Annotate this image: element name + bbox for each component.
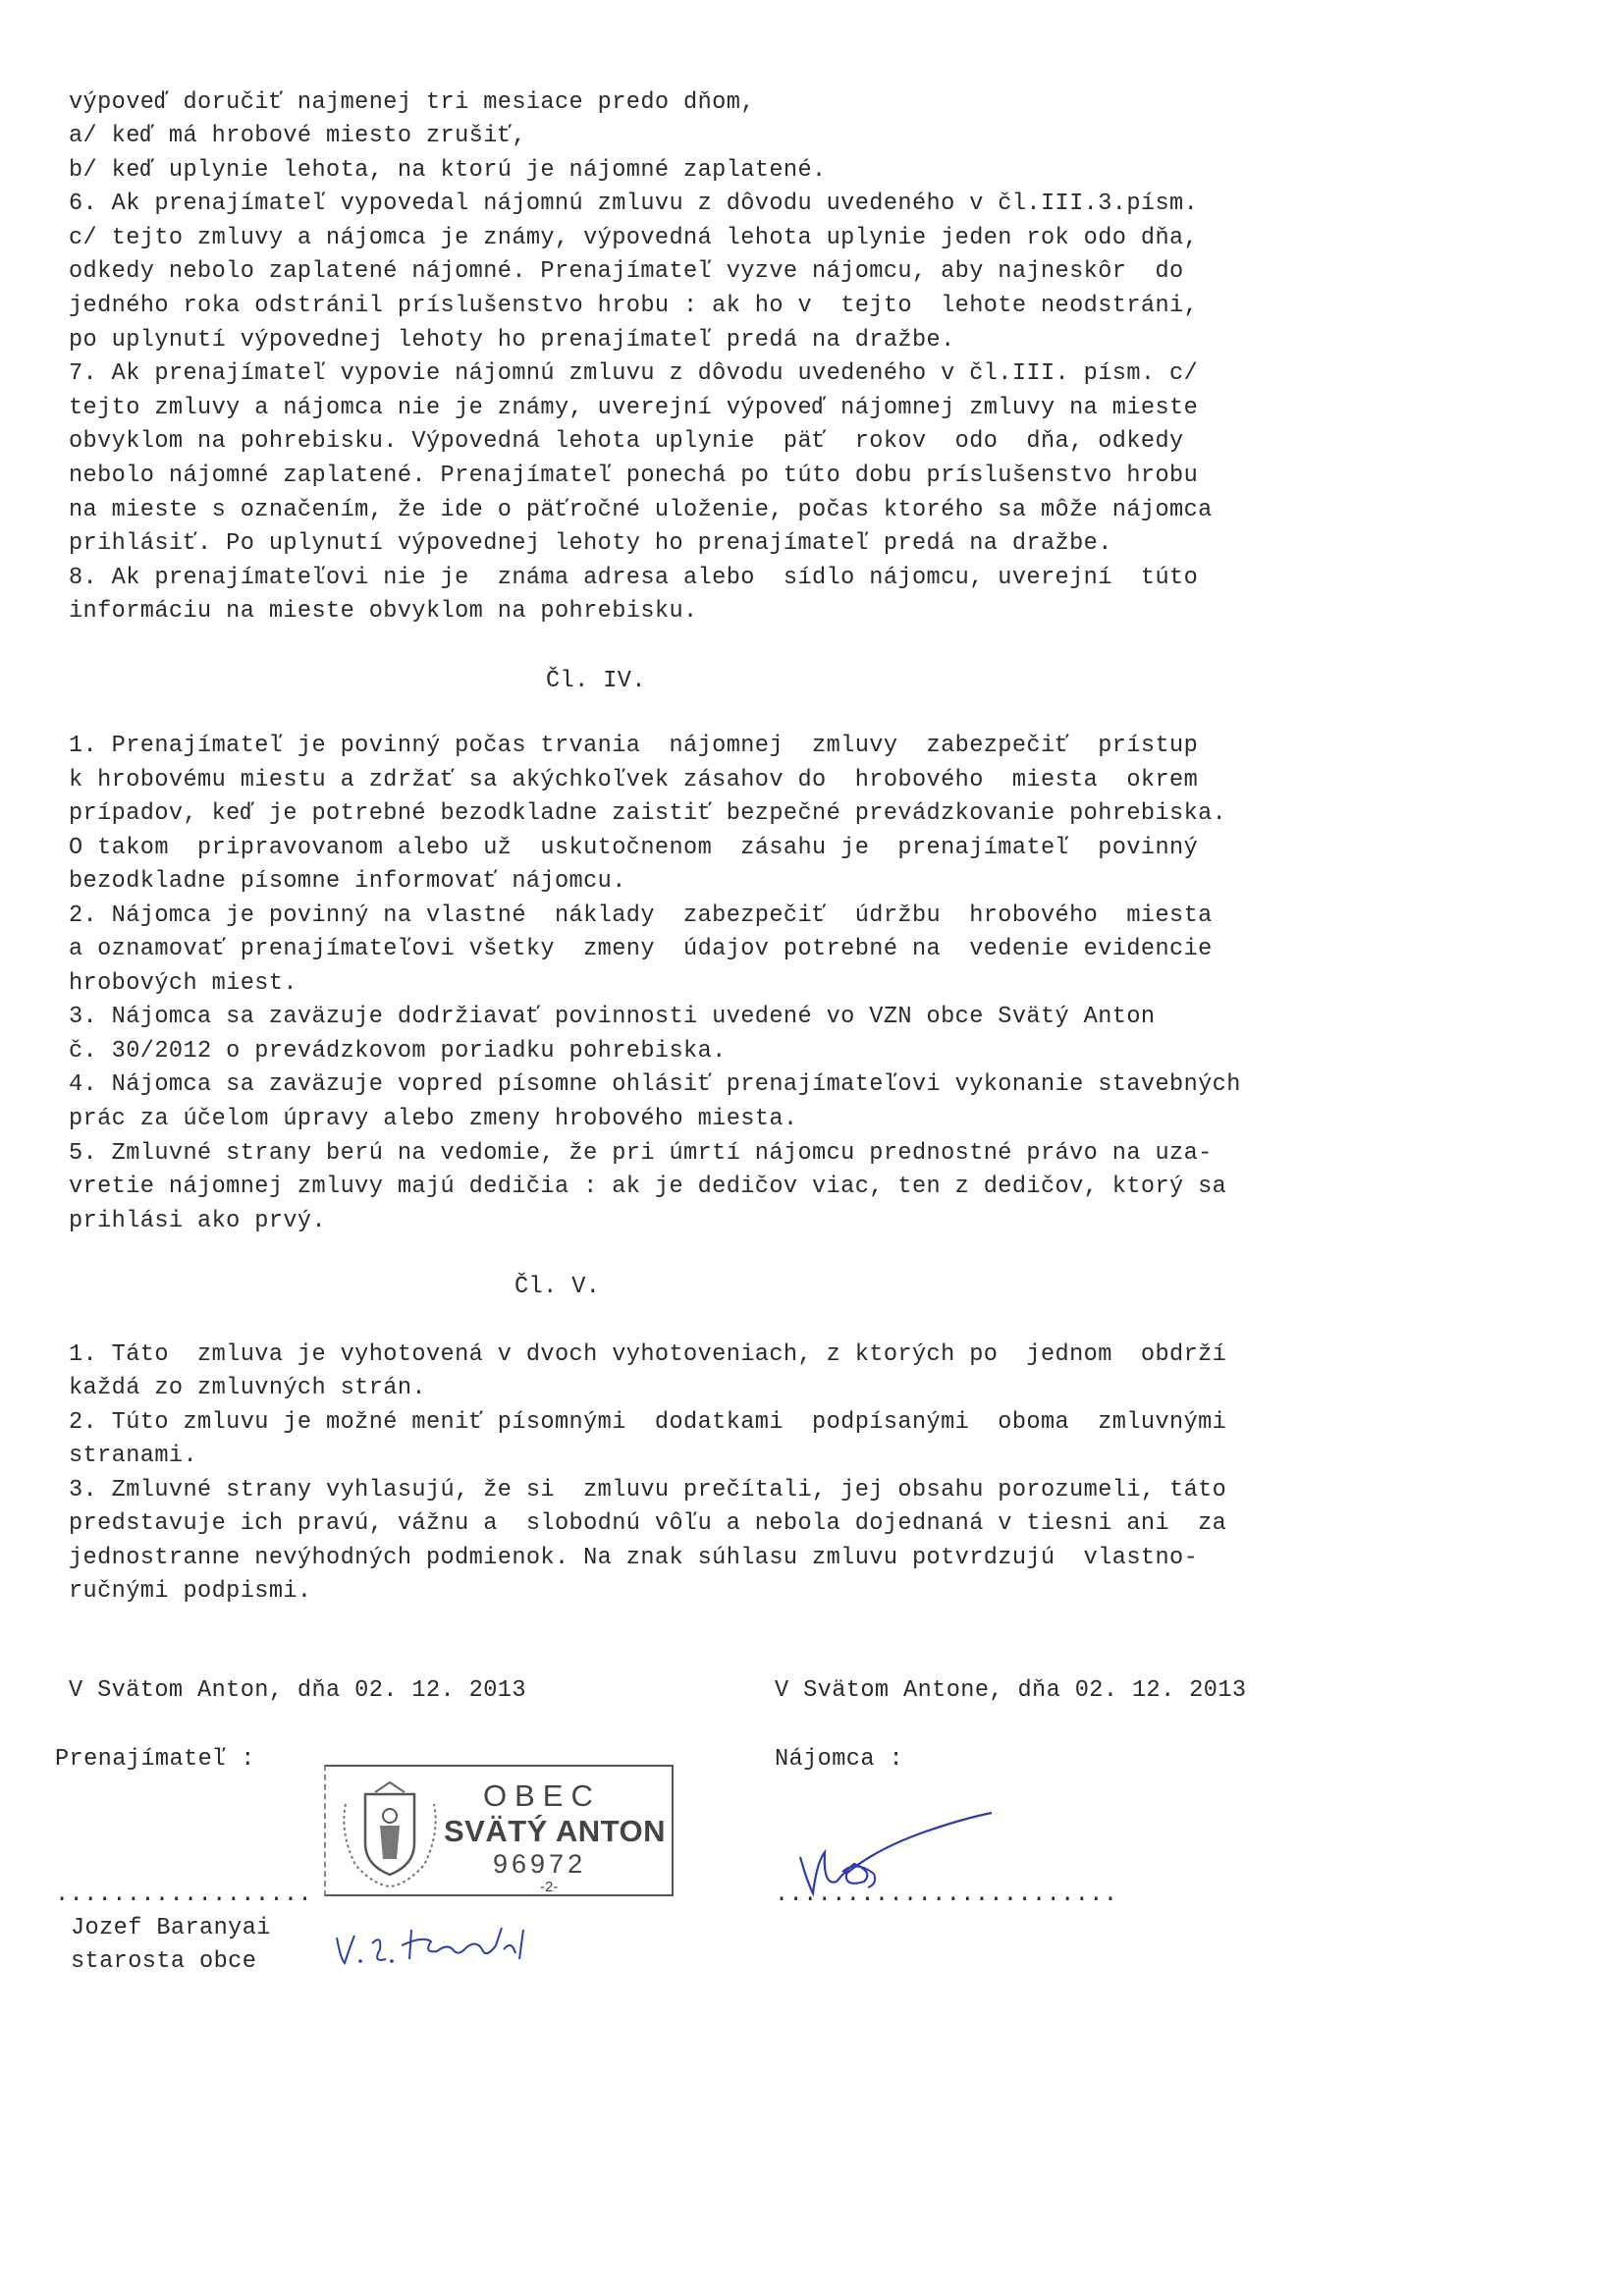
left-place-date: V Svätom Anton, dňa 02. 12. 2013 [69, 1677, 526, 1704]
text-line: 7. Ak prenajímateľ vypovie nájomnú zmluvu z dôvodu uvedeného v čl.III. písm. c/ [69, 360, 1199, 387]
text-line: predstavuje ich pravú, vážnu a slobodnú vôľu a nebola dojednaná v tiesni ani za [69, 1510, 1227, 1537]
text-line: informáciu na mieste obvyklom na pohrebisku. [69, 598, 698, 625]
text-line: výpoveď doručiť najmenej tri mesiace predo dňom, [69, 89, 755, 116]
stamp-line-4: -2- [540, 1879, 559, 1895]
text-line: 3. Zmluvné strany vyhlasujú, že si zmluvu prečítali, jej obsahu porozumeli, táto [69, 1477, 1227, 1503]
text-line: O takom pripravovanom alebo už uskutočnenom zásahu je prenajímateľ povinný [69, 835, 1199, 861]
text-line: prípadov, keď je potrebné bezodkladne zaistiť bezpečné prevádzkovanie pohrebiska. [69, 800, 1227, 827]
text-line: obvyklom na pohrebisku. Výpovedná lehota uplynie päť rokov odo dňa, odkedy [69, 428, 1184, 455]
text-line: 2. Nájomca je povinný na vlastné náklady zabezpečiť údržbu hrobového miesta [69, 902, 1213, 929]
text-line: 1. Táto zmluva je vyhotovená v dvoch vyhotoveniach, z ktorých po jednom obdrží [69, 1341, 1227, 1368]
text-line: a/ keď má hrobové miesto zrušiť, [69, 123, 526, 149]
stamp-line-3: 96972 [493, 1849, 587, 1879]
text-line: na mieste s označením, že ide o päťročné uloženie, počas ktorého sa môže nájomca [69, 497, 1213, 523]
article-iv-heading: Čl. IV. [546, 668, 646, 694]
text-line: nebolo nájomné zaplatené. Prenajímateľ ponechá po túto dobu príslušenstvo hrobu [69, 463, 1199, 489]
lessee-signature-line: ........................ [775, 1882, 1118, 1908]
right-place-date: V Svätom Antone, dňa 02. 12. 2013 [775, 1677, 1247, 1704]
stamp-line-1: OBEC [483, 1778, 601, 1813]
text-line: ručnými podpismi. [69, 1578, 312, 1605]
text-line: c/ tejto zmluvy a nájomca je známy, výpovedná lehota uplynie jeden rok odo dňa, [69, 225, 1199, 251]
lessor-signature-icon [329, 1920, 545, 1979]
text-line: tejto zmluvy a nájomca nie je známy, uverejní výpoveď nájomnej zmluvy na mieste [69, 395, 1199, 421]
text-line: č. 30/2012 o prevádzkovom poriadku pohrebiska. [69, 1038, 727, 1065]
text-line: 6. Ak prenajímateľ vypovedal nájomnú zmluvu z dôvodu uvedeného v čl.III.3.písm. [69, 191, 1199, 217]
text-line: 1. Prenajímateľ je povinný počas trvania nájomnej zmluvy zabezpečiť prístup [69, 733, 1199, 759]
text-line: 2. Túto zmluvu je možné meniť písomnými dodatkami podpísanými oboma zmluvnými [69, 1409, 1227, 1436]
stamp-line-2: SVÄTÝ ANTON [444, 1814, 666, 1848]
text-line: 4. Nájomca sa zaväzuje vopred písomne ohlásiť prenajímateľovi vykonanie stavebných [69, 1071, 1241, 1098]
text-line: prác za účelom úpravy alebo zmeny hrobového miesta. [69, 1106, 798, 1132]
text-line: po uplynutí výpovednej lehoty ho prenajímateľ predá na dražbe. [69, 327, 955, 354]
lessee-signature-icon [785, 1803, 1011, 1901]
article-v-heading: Čl. V. [514, 1274, 601, 1300]
text-line: stranami. [69, 1443, 198, 1469]
text-line: jednostranne nevýhodných podmienok. Na znak súhlasu zmluvu potvrdzujú vlastno- [69, 1545, 1199, 1571]
coat-of-arms-icon [336, 1775, 444, 1890]
text-line: b/ keď uplynie lehota, na ktorú je nájomné zaplatené. [69, 157, 827, 184]
text-line: 5. Zmluvné strany berú na vedomie, že pri úmrtí nájomcu prednostné právo na uza- [69, 1140, 1213, 1167]
lessor-signature-line: .................. [55, 1882, 313, 1908]
text-line: hrobových miest. [69, 970, 298, 997]
text-line: a oznamovať prenajímateľovi všetky zmeny údajov potrebné na vedenie evidencie [69, 936, 1213, 962]
text-line: 3. Nájomca sa zaväzuje dodržiavať povinnosti uvedené vo VZN obce Svätý Anton [69, 1004, 1156, 1030]
text-line: jedného roka odstránil príslušenstvo hrobu : ak ho v tejto lehote neodstráni, [69, 293, 1199, 319]
text-line: prihlási ako prvý. [69, 1208, 327, 1234]
text-line: odkedy nebolo zaplatené nájomné. Prenajímateľ vyzve nájomcu, aby najneskôr do [69, 258, 1184, 285]
text-line: vretie nájomnej zmluvy majú dedičia : ak je dedičov viac, ten z dedičov, ktorý sa [69, 1174, 1227, 1200]
text-line: k hrobovému miestu a zdržať sa akýchkoľvek zásahov do hrobového miesta okrem [69, 767, 1199, 793]
lessee-label: Nájomca : [775, 1746, 904, 1773]
lessor-title: starosta obce [71, 1948, 257, 1975]
municipal-stamp [324, 1765, 674, 1896]
text-line: prihlásiť. Po uplynutí výpovednej lehoty ho prenajímateľ predá na dražbe. [69, 530, 1112, 557]
text-line: každá zo zmluvných strán. [69, 1375, 426, 1401]
lessor-label: Prenajímateľ : [55, 1746, 255, 1773]
text-line: bezodkladne písomne informovať nájomcu. [69, 868, 626, 895]
text-line: 8. Ak prenajímateľovi nie je známa adresa alebo sídlo nájomcu, uverejní túto [69, 565, 1199, 591]
lessor-name: Jozef Baranyai [71, 1915, 271, 1941]
